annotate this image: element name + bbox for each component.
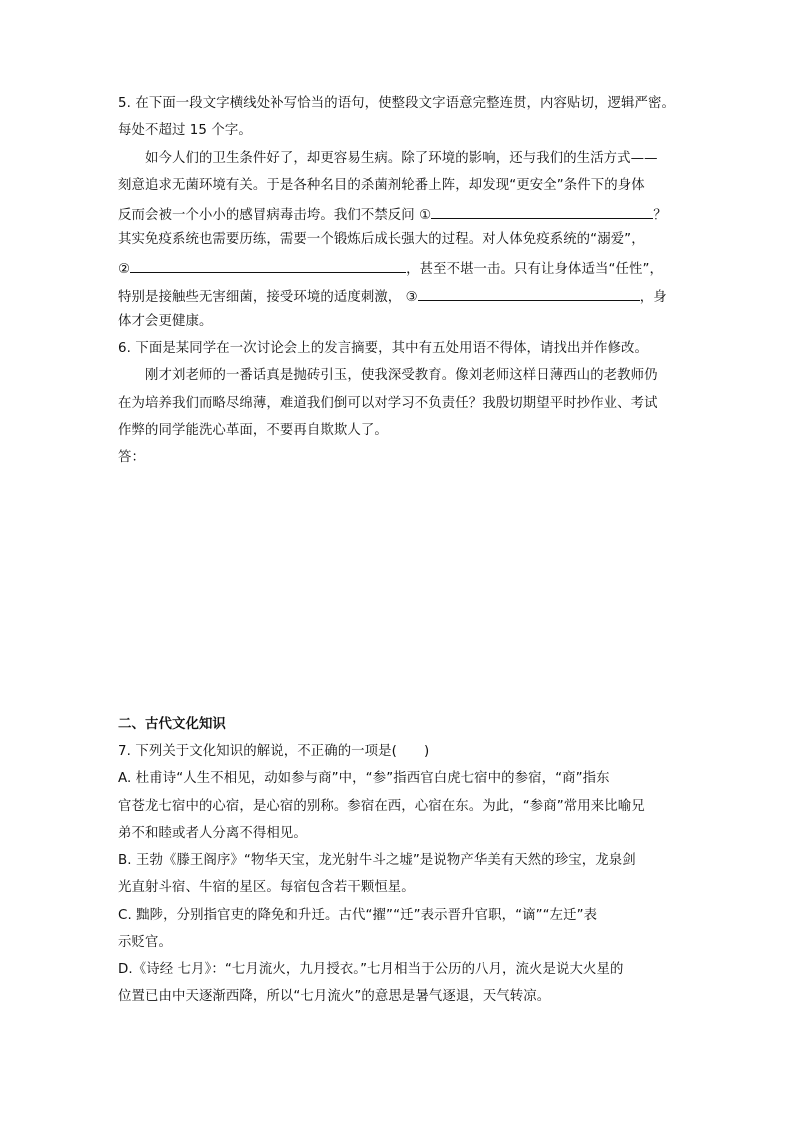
- answer-blank-3[interactable]: [418, 286, 640, 301]
- q6-answer-label: 答：: [118, 450, 145, 465]
- q7-option-b-line1: B. 王勃《滕王阁序》“物华天宝，龙光射牛斗之墟”是说物产华美有天然的珍宝，龙泉剑: [118, 853, 636, 868]
- q5-passage-line6-text: 特别是接触些无害细菌，接受环境的适度刺激，: [118, 290, 402, 305]
- q7-option-b-line2: 光直射斗宿、牛宿的星区。每宿包含若干颗恒星。: [118, 880, 415, 895]
- q5-prompt-line2: 每处不超过 15 个字。: [118, 123, 252, 138]
- q7-option-c-line1: C. 黜陟，分别指官吏的降免和升迁。古代“擢”“迁”表示晋升官职，“谪”“左迁”表: [118, 908, 598, 923]
- q7-option-a-line1: A. 杜甫诗“人生不相见，动如参与商”中，“参”指西官白虎七宿中的参宿，“商”指东: [118, 771, 610, 786]
- blank1-marker: ①: [419, 208, 432, 223]
- q5-passage-line1: 如今人们的卫生条件好了，却更容易生病。除了环境的影响，还与我们的生活方式——: [145, 151, 658, 166]
- q7-option-d-line1: D.《诗经 七月》：“七月流火，九月授衣。”七月相当于公历的八月，流火是说大火星的: [118, 962, 624, 977]
- q6-prompt: 6. 下面是某同学在一次讨论会上的发言摘要，其中有五处用语不得体，请找出并作修改。: [118, 341, 648, 356]
- q7-option-d-line2: 位置已由中天逐渐西降，所以“七月流火”的意思是暑气逐退，天气转凉。: [118, 989, 551, 1004]
- q5-passage-line3: [118, 204, 667, 225]
- q7-prompt: 7. 下列关于文化知识的解说，不正确的一项是( ): [118, 744, 430, 759]
- q7-option-c-line2: 示贬官。: [118, 935, 172, 950]
- blank3-marker: ③: [405, 290, 418, 305]
- q7-option-a-line3: 弟不和睦或者人分离不得相见。: [118, 826, 307, 841]
- q7-option-a-line2: 官苍龙七宿中的心宿，是心宿的别称。参宿在西，心宿在东。为此，“参商”常用来比喻兄: [118, 799, 645, 814]
- q6-passage-line3: 作弊的同学能洗心革面，不要再自欺欺人了。: [118, 423, 388, 438]
- blank2-marker: ②: [118, 262, 131, 277]
- q6-passage-line2: 在为培养我们而略尽绵薄，难道我们倒可以对学习不负责任？我殷切期望平时抄作业、考试: [118, 396, 658, 411]
- q5-passage-line5: [118, 258, 663, 279]
- q5-passage-line7: 体才会更健康。: [118, 314, 213, 329]
- q5-passage-line5-end: ，甚至不堪一击。只有让身体适当“任性”，: [406, 262, 664, 277]
- section2-heading: 二、古代文化知识: [118, 717, 226, 732]
- q5-passage-line2: 刻意追求无菌环境有关。于是各种名目的杀菌剂轮番上阵，却发现“更安全”条件下的身体: [118, 178, 645, 193]
- q5-passage-line6: [118, 286, 667, 307]
- answer-blank-1[interactable]: [431, 204, 653, 219]
- q5-passage-line6-end: ，身: [639, 290, 667, 305]
- q5-prompt-line1: 5. 在下面一段文字横线处补写恰当的语句，使整段文字语意完整连贯，内容贴切，逻辑严密。: [118, 96, 675, 111]
- q5-passage-line4: 其实免疫系统也需要历练，需要一个锻炼后成长强大的过程。对人体免疫系统的“溺爱”，: [118, 232, 645, 247]
- q5-passage-line3-end: ？: [653, 208, 667, 223]
- q5-passage-line3-text: 反而会被一个小小的感冒病毒击垮。我们不禁反问: [118, 208, 415, 223]
- q6-passage-line1: 刚才刘老师的一番话真是抛砖引玉，使我深受教育。像刘老师这样日薄西山的老教师仍: [145, 368, 658, 383]
- answer-blank-2[interactable]: [130, 258, 406, 273]
